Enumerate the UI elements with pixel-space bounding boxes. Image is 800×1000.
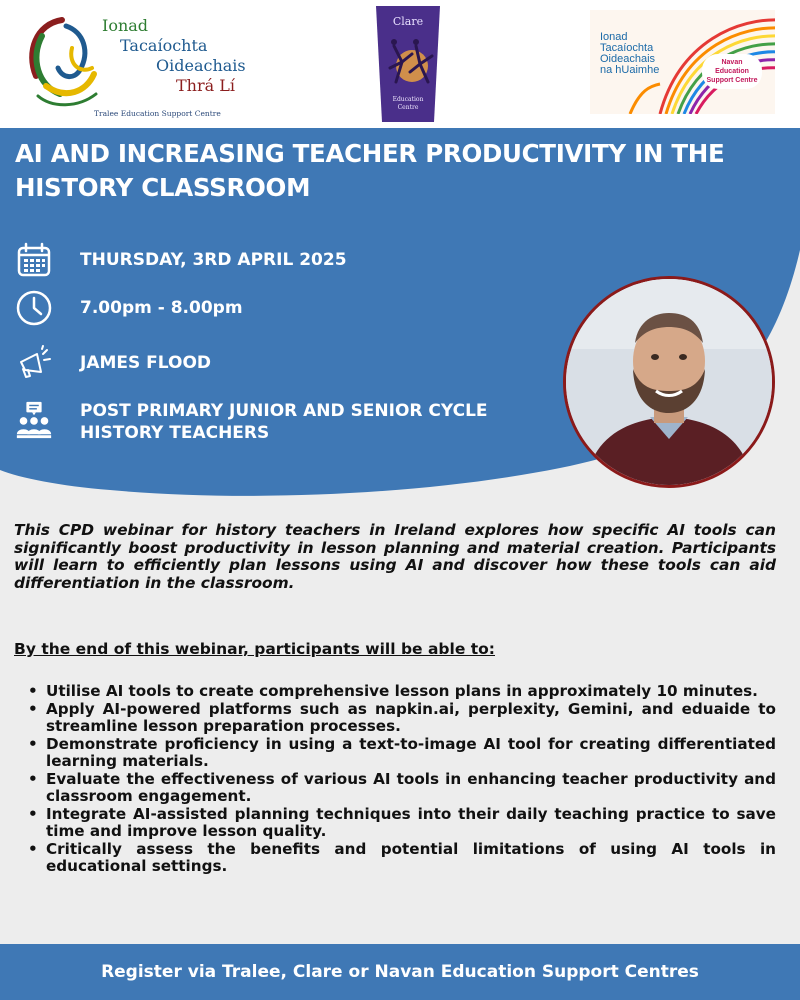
event-time-row [14, 288, 243, 328]
bullet-icon: • [28, 699, 38, 718]
presenter-photo-image [566, 279, 772, 485]
bullet-icon: • [28, 682, 38, 700]
bullet-icon: • [28, 839, 38, 858]
event-date: THURSDAY, 3RD APRIL 2025 [80, 250, 347, 270]
clare-logo-title: Clare [392, 15, 424, 28]
tralee-logo-subtitle: Tralee Education Support Centre [94, 109, 221, 118]
bullet-icon: • [28, 734, 38, 753]
outcome-item [14, 683, 776, 701]
tralee-logo-line: Thrá Lí [176, 76, 235, 95]
calendar-icon [14, 240, 54, 280]
register-footer [0, 944, 800, 1000]
clare-logo-subtitle-line: Centre [397, 104, 419, 111]
outcomes-list [14, 683, 776, 876]
event-date-row [14, 240, 347, 280]
outcome-text: Demonstrate proficiency in using a text-to-image AI tool for creating differentiated learning materials. [46, 734, 776, 770]
outcome-text: Critically assess the benefits and potential limitations of using AI tools in educational settings. [46, 839, 776, 875]
tralee-logo-line: Tacaíochta [120, 36, 208, 55]
navan-logo-line: na hUaimhe [600, 64, 660, 76]
outcome-item [14, 841, 776, 876]
bullet-icon: • [28, 769, 38, 788]
audience-group-icon [14, 400, 54, 440]
outcome-text: Utilise AI tools to create comprehensive lesson plans in approximately 10 minutes. [46, 682, 758, 700]
event-time: 7.00pm - 8.00pm [80, 298, 243, 318]
event-presenter: JAMES FLOOD [80, 353, 212, 373]
outcome-text: Integrate AI-assisted planning techniques into their daily teaching practice to save time and improve lesson quality. [46, 804, 776, 840]
outcome-item [14, 736, 776, 771]
navan-logo-line: Ionad [600, 31, 628, 43]
clock-icon [14, 288, 54, 328]
outcome-text: Evaluate the effectiveness of various AI tools in enhancing teacher productivity and classroom engagement. [46, 769, 776, 805]
navan-logo-line: Tacaíochta [600, 42, 654, 54]
event-audience-row [14, 400, 488, 443]
presenter-photo [563, 276, 775, 488]
event-audience-line: HISTORY TEACHERS [80, 423, 270, 443]
outcome-item [14, 771, 776, 806]
outcome-text: Apply AI-powered platforms such as napkin.ai, perplexity, Gemini, and eduaide to streamline lesson preparation processes. [46, 699, 776, 735]
event-title: AI AND INCREASING TEACHER PRODUCTIVITY IN THE HISTORY CLASSROOM [15, 139, 725, 202]
clare-logo-subtitle-line: Education [392, 96, 424, 103]
outcomes-heading: By the end of this webinar, participants will be able to: [14, 640, 495, 658]
navan-badge-line: Education [715, 68, 749, 75]
outcome-item [14, 701, 776, 736]
tralee-logo-line: Ionad [102, 16, 149, 35]
navan-badge-line: Navan [721, 59, 743, 66]
outcome-item [14, 806, 776, 841]
event-description: This CPD webinar for history teachers in Ireland explores how specific AI tools can significantly boost productivity in lesson planning and material creation. Participants will learn to efficiently plan lessons using AI and discover how these tools can aid differentiation in the classroom. [14, 521, 776, 592]
event-audience [80, 400, 488, 444]
navan-logo-line: Oideachais [600, 53, 656, 65]
event-presenter-row [14, 343, 212, 383]
bullet-icon: • [28, 804, 38, 823]
tralee-logo-line: Oideachais [156, 56, 246, 75]
event-audience-line: POST PRIMARY JUNIOR AND SENIOR CYCLE [80, 401, 488, 421]
navan-badge-line: Support Centre [706, 77, 758, 84]
megaphone-icon [14, 343, 54, 383]
register-text: Register via Tralee, Clare or Navan Education Support Centres [101, 962, 699, 982]
